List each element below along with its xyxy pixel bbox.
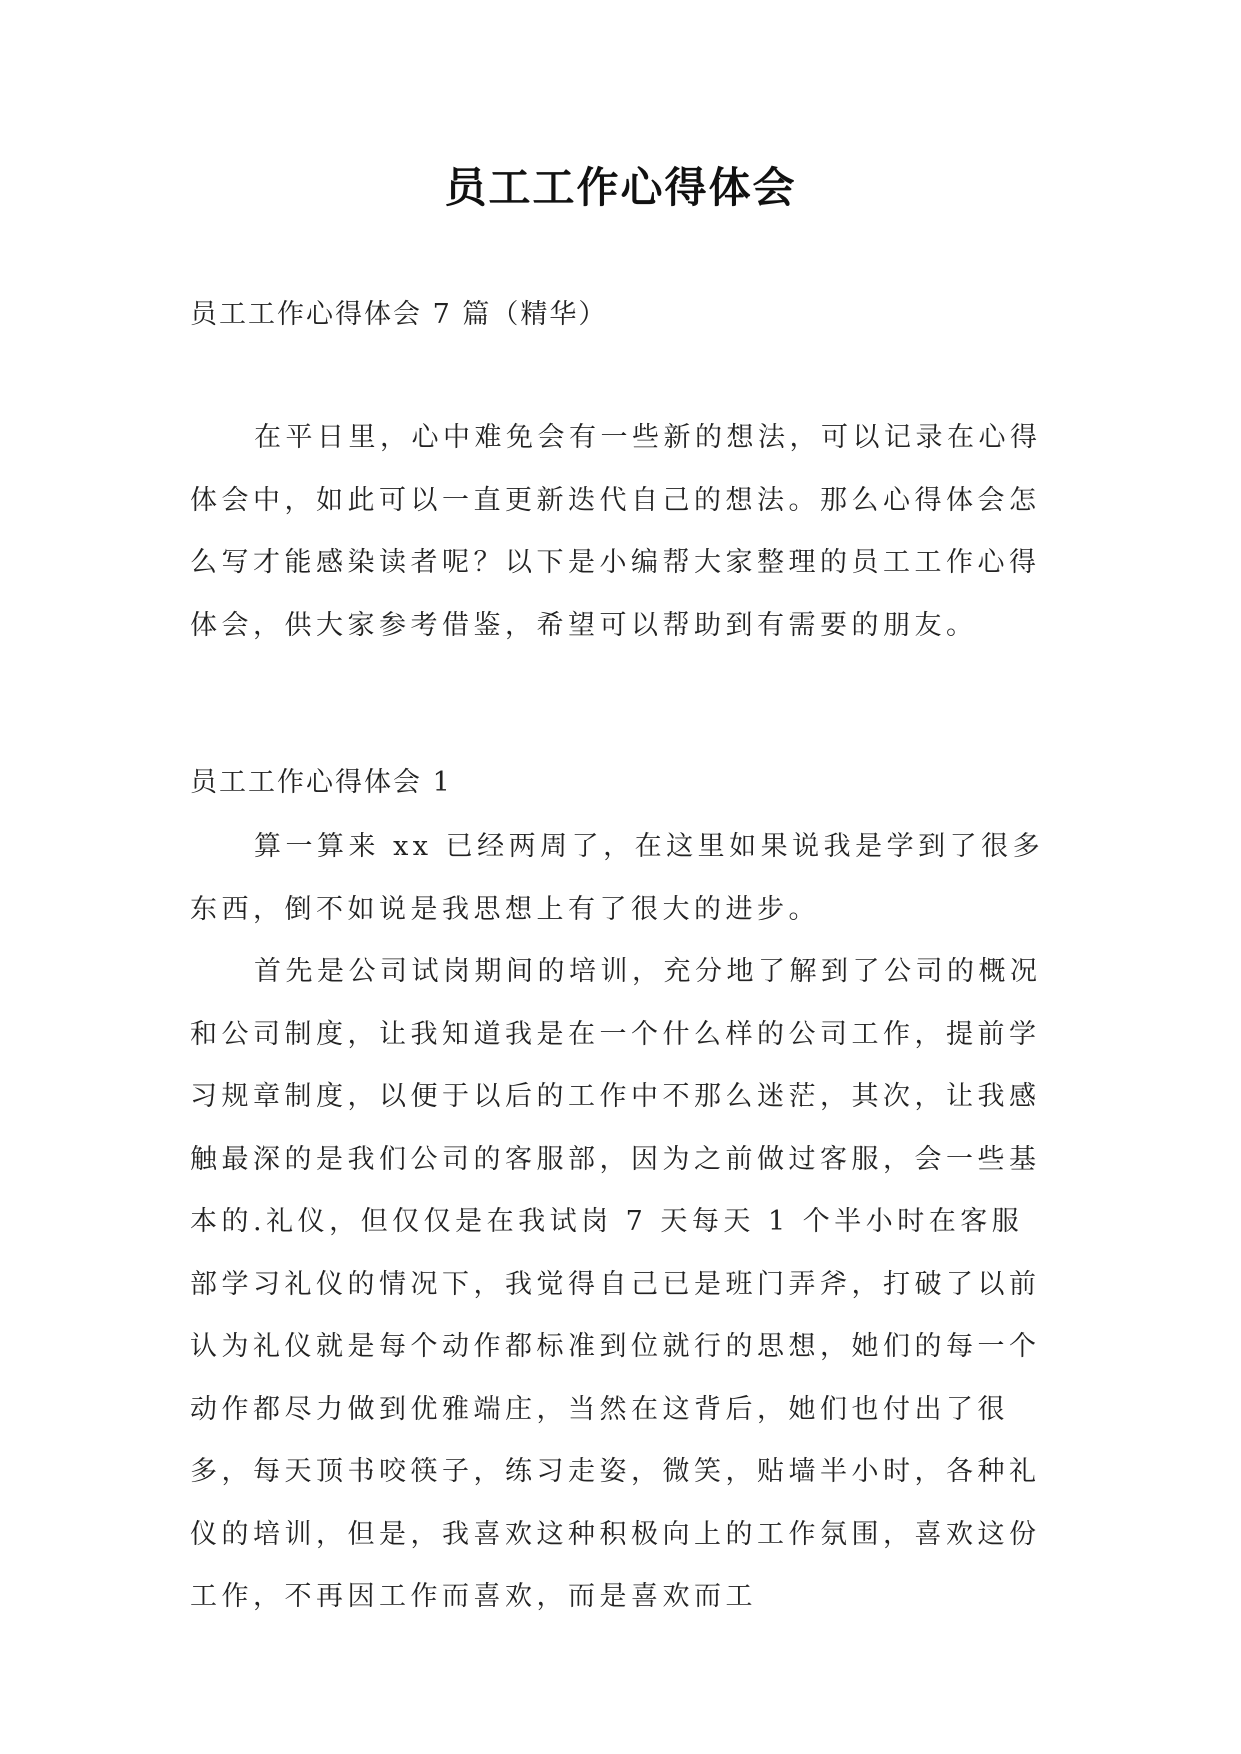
body-paragraph: 首先是公司试岗期间的培训，充分地了解到了公司的概况和公司制度，让我知道我是在一个什么样的公司工作，提前学习规章制度，以便于以后的工作中不那么迷茫，其次，让我感触最深的是我们公司的客服部，因为之前做过客服，会一些基本的.礼仪，但仅仅是在我试岗 7 天每天 1 个半小时在客服部学习礼仪的情况下，我觉得自己已是班门弄斧，打破了以前认为礼仪就是每个动作都标准到位就行的思想，她们的每一个动作都尽力做到优雅端庄，当然在这背后，她们也付出了很多，每天顶书咬筷子，练习走姿，微笑，贴墙半小时，各种礼仪的培训，但是，我喜欢这种积极向上的工作氛围，喜欢这份工作，不再因工作而喜欢，而是喜欢而工	[190, 956, 1042, 1612]
section-heading: 员工工作心得体会 1	[190, 767, 452, 798]
document-title: 员工工作心得体会	[444, 163, 797, 212]
body-paragraph: 算一算来 xx 已经两周了，在这里如果说我是学到了很多东西，倒不如说是我思想上有了很大的进步。	[190, 831, 1045, 925]
intro-paragraph: 在平日里，心中难免会有一些新的想法，可以记录在心得体会中，如此可以一直更新迭代自己的想法。那么心得体会怎么写才能感染读者呢？以下是小编帮大家整理的员工工作心得体会，供大家参考借鉴，希望可以帮助到有需要的朋友。	[190, 422, 1042, 641]
document-subtitle: 员工工作心得体会 7 篇（精华）	[190, 299, 608, 330]
